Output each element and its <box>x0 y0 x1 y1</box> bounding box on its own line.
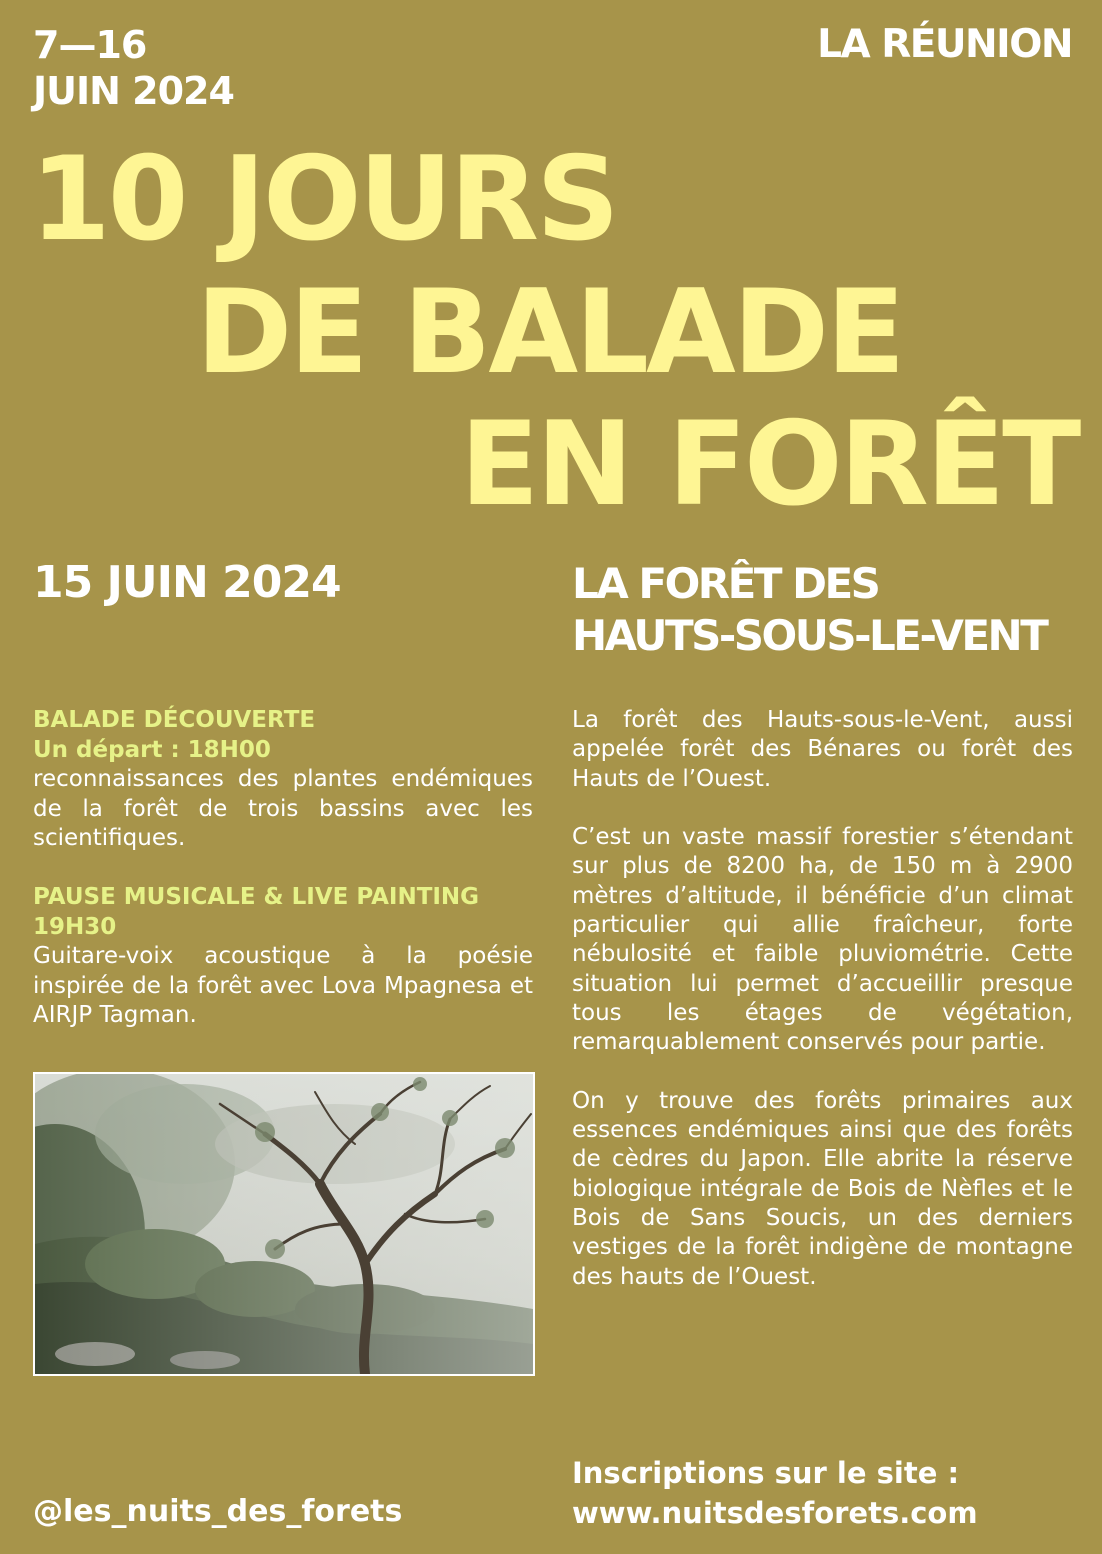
region-label: LA RÉUNION <box>817 22 1072 67</box>
activity-1-description: reconnaissances des plantes endémiques de la forêt de trois bassins avec les scientifiques. <box>33 766 533 851</box>
place-title-line-1: LA FORÊT DES <box>572 559 879 608</box>
activity-2-description: Guitare-voix acoustique à la poésie inspirée de la forêt avec Lova Mpagnesa et AIRJP Tagman. <box>33 943 533 1028</box>
description-paragraph-2: C’est un vaste massif forestier s’étendant sur plus de 8200 ha, de 150 m à 2900 mètres d’altitude, il bénéficie d’un climat particulier qui allie fraîcheur, forte nébulosité et faible pluviométrie. Cette situation lui permet d’accueillir presque tous les étages de végétation, remarquablement conservés pour partie. <box>572 824 1073 1056</box>
signup-block <box>572 1453 978 1533</box>
forest-description <box>572 706 1073 1321</box>
signup-label: Inscriptions sur le site : <box>572 1456 960 1490</box>
program-column <box>33 706 533 1031</box>
headline-line-1: 10 JOURS <box>30 132 617 267</box>
place-title <box>572 558 1046 662</box>
date-range-days: 7—16 <box>33 23 147 67</box>
headline-line-2: DE BALADE <box>196 265 903 400</box>
activity-2-title: PAUSE MUSICALE & LIVE PAINTING <box>33 884 480 910</box>
date-range <box>33 22 234 114</box>
activity-1-time: Un départ : 18H00 <box>33 736 271 763</box>
place-title-line-2: HAUTS-SOUS-LE-VENT <box>572 611 1047 660</box>
activity-2-time: 19H30 <box>33 913 117 940</box>
date-range-month: JUIN 2024 <box>33 69 234 113</box>
event-date: 15 JUIN 2024 <box>33 557 341 608</box>
social-handle[interactable]: @les_nuits_des_forets <box>33 1494 403 1529</box>
description-paragraph-3: On y trouve des forêts primaires aux essences endémiques ainsi que des forêts de cèdres du Japon. Elle abrite la réserve biologique intégrale de Bois de Nèfles et le Bois de Sans Soucis, un des derniers vestiges de la forêt indigène de montagne des hauts de l’Ouest. <box>572 1087 1073 1290</box>
activity-1-title: BALADE DÉCOUVERTE <box>33 707 316 733</box>
headline-line-3: EN FORÊT <box>460 397 1079 532</box>
description-paragraph-1: La forêt des Hauts-sous-le-Vent, aussi appelée forêt des Bénares ou forêt des Hauts de l’Ouest. <box>572 707 1073 792</box>
forest-photo <box>33 1072 535 1376</box>
signup-url[interactable]: www.nuitsdesforets.com <box>572 1496 978 1530</box>
